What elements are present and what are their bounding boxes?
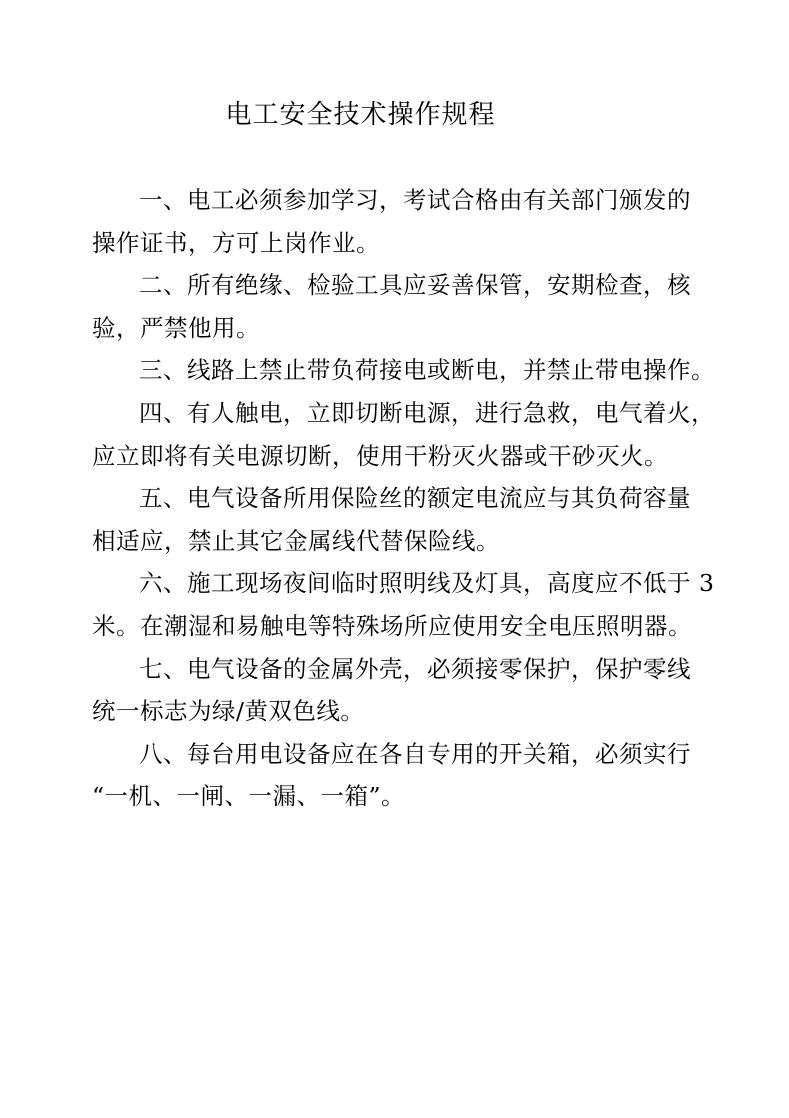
- paragraph: [92, 648, 698, 733]
- paragraph-line: 四、有人触电，立即切断电源，进行急救，电气着火，: [139, 398, 715, 427]
- paragraph-line: 操作证书，方可上岗作业。: [92, 228, 380, 257]
- paragraph-line: 五、电气设备所用保险丝的额定电流应与其负荷容量: [139, 484, 691, 513]
- paragraph-line: 三、线路上禁止带负荷接电或断电，并禁止带电操作。: [139, 356, 715, 385]
- paragraph-line: 统一标志为绿/黄双色线。: [92, 697, 365, 726]
- paragraph: [92, 264, 698, 349]
- paragraph: [92, 179, 698, 264]
- paragraph: [92, 562, 715, 647]
- paragraph: [92, 392, 715, 477]
- paragraph-line: 七、电气设备的金属外壳，必须接零保护，保护零线: [139, 654, 691, 683]
- paragraph-line: 应立即将有关电源切断，使用干粉灭火器或干砂灭火。: [92, 441, 668, 470]
- paragraph-line: 相适应，禁止其它金属线代替保险线。: [92, 526, 500, 555]
- paragraph-line: “一机、一闸、一漏、一箱”。: [92, 782, 406, 811]
- paragraph: [92, 733, 698, 818]
- paragraph-line: 验，严禁他用。: [92, 313, 260, 342]
- paragraph-line: 米。在潮湿和易触电等特殊场所应使用安全电压照明器。: [92, 611, 692, 640]
- paragraph: [92, 349, 715, 392]
- title-text: 电工安全技术操作规程: [225, 100, 496, 130]
- paragraph-line: 二、所有绝缘、检验工具应妥善保管，安期检查，核: [139, 271, 691, 300]
- document-body: [92, 179, 715, 818]
- paragraph-line: 八、每台用电设备应在各自专用的开关箱，必须实行: [139, 739, 691, 768]
- document-title: [0, 94, 789, 131]
- paragraph-line: 一、电工必须参加学习，考试合格由有关部门颁发的: [139, 186, 691, 214]
- paragraph: [92, 477, 698, 562]
- paragraph-line: 六、施工现场夜间临时照明线及灯具，高度应不低于 3: [139, 569, 715, 598]
